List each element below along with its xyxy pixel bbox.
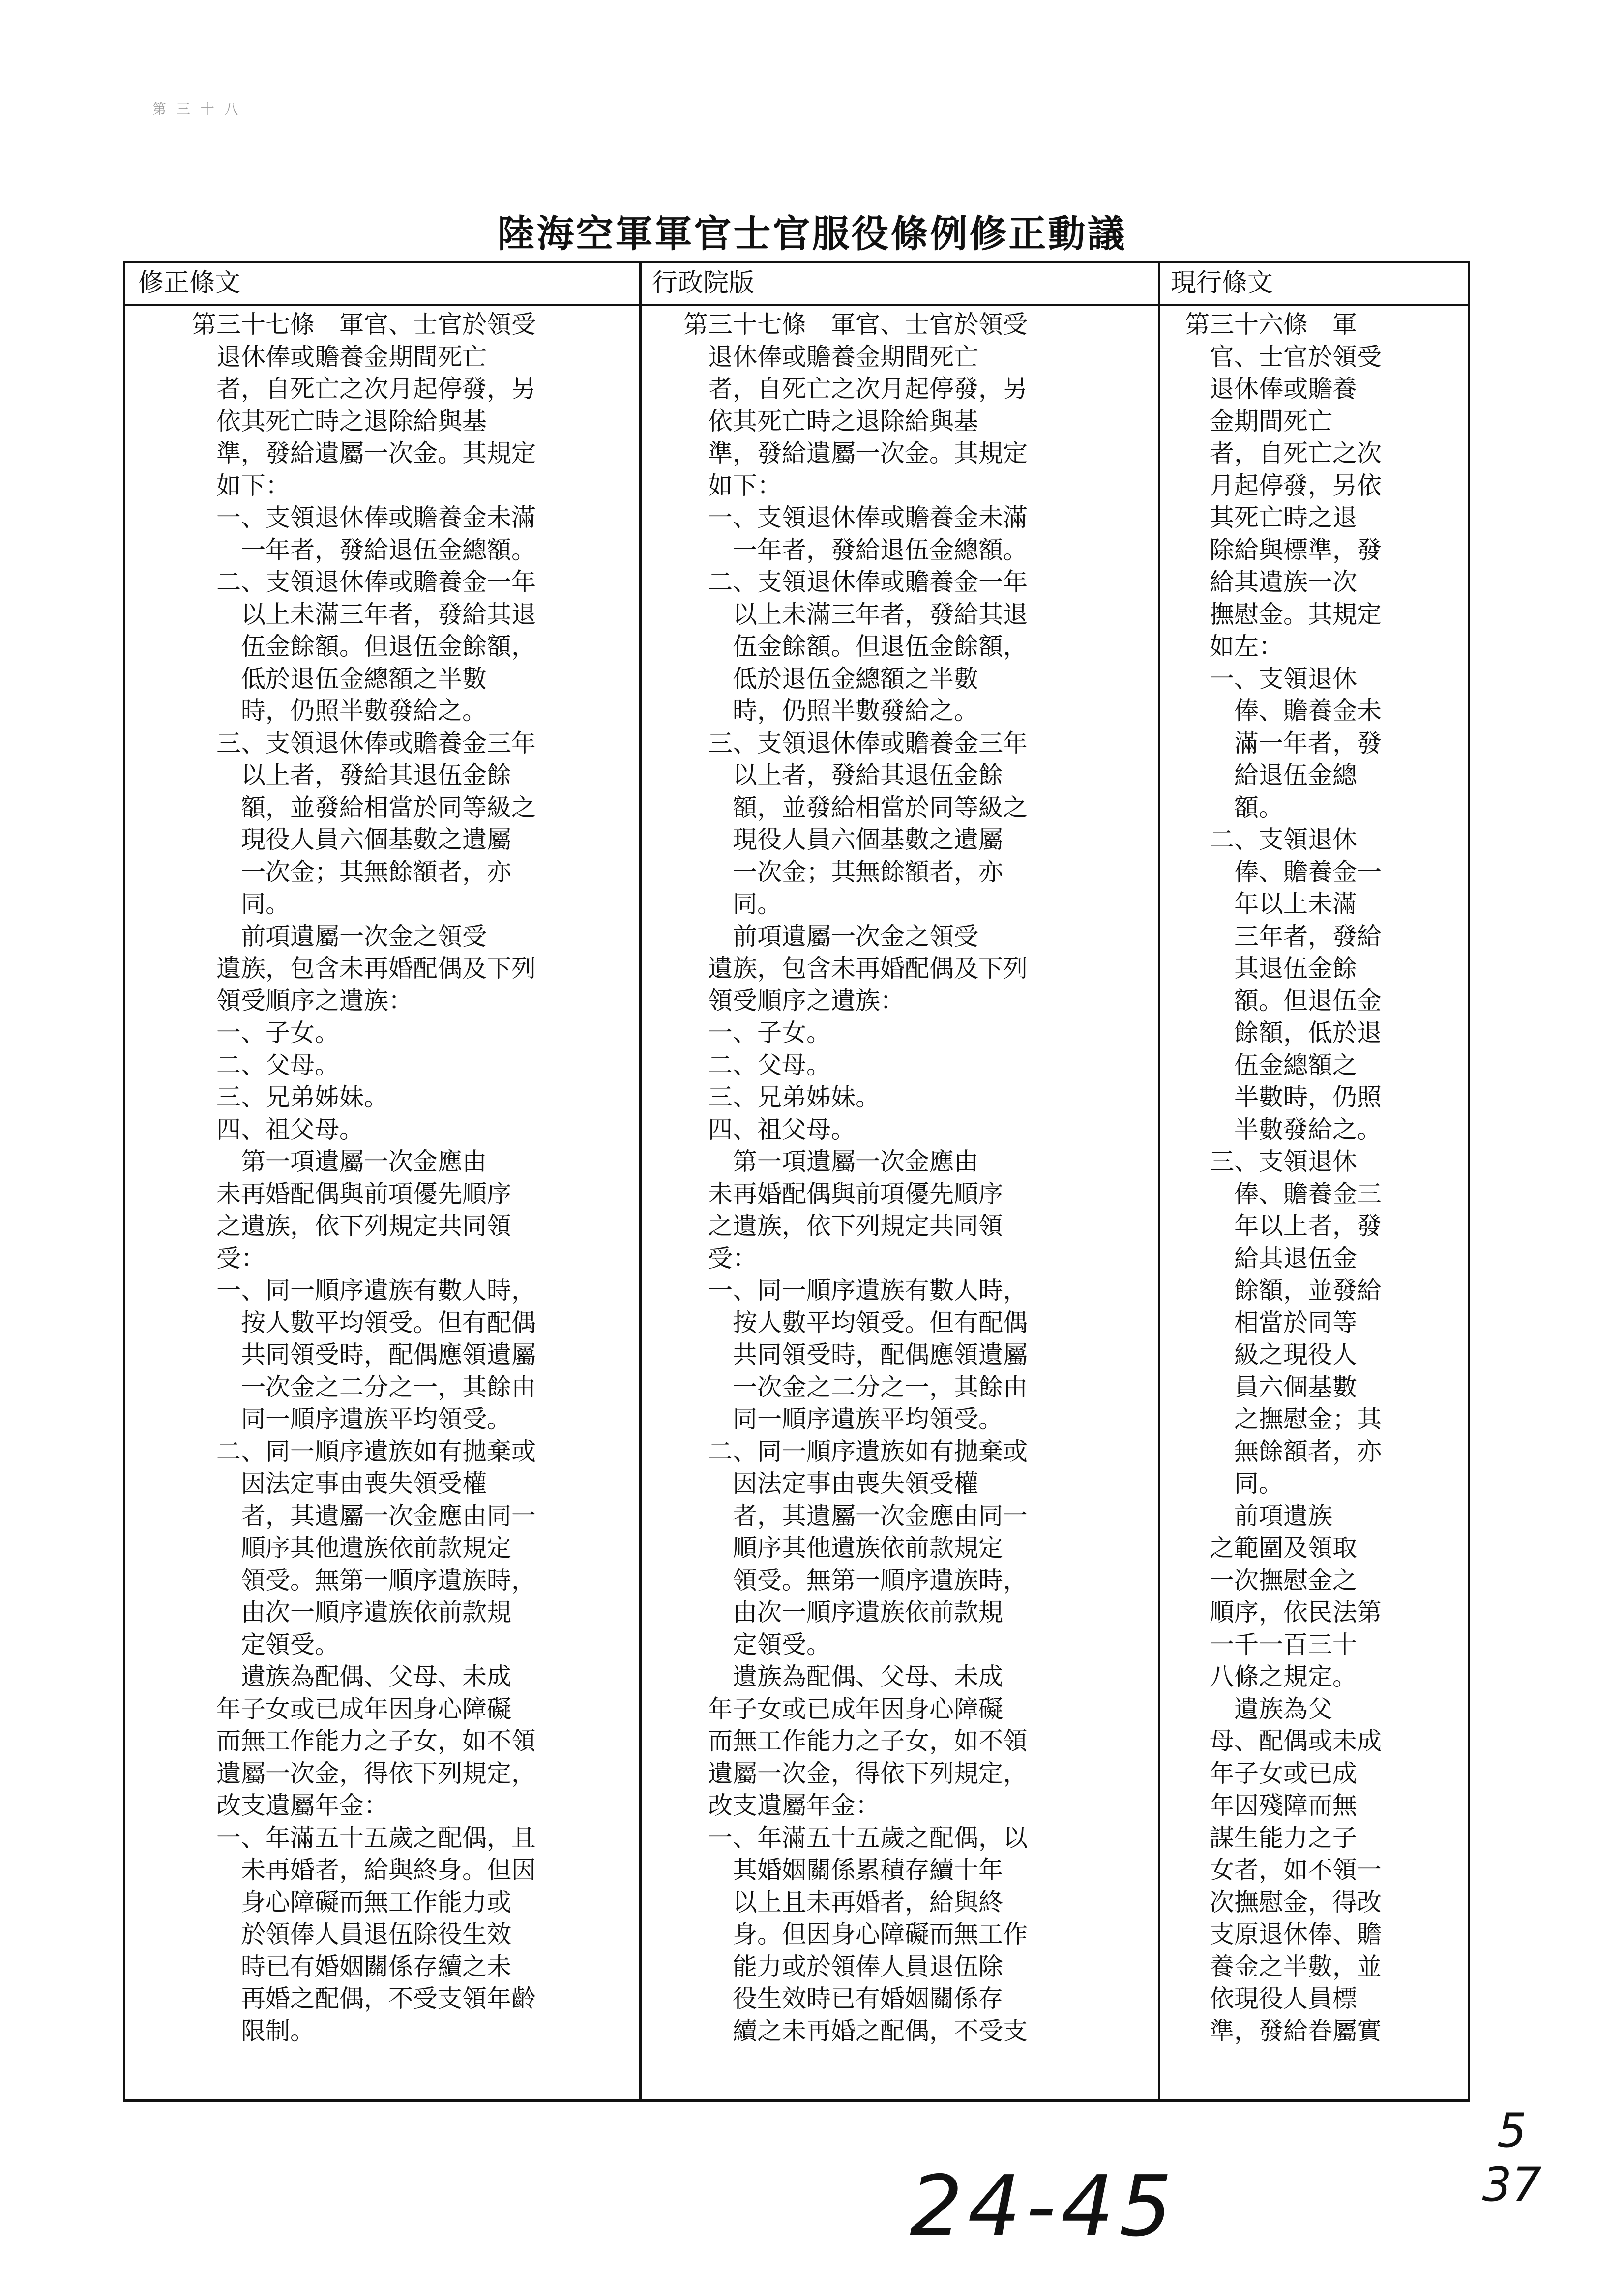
text-line: 如下： [192, 471, 290, 500]
text-line: 以上者，發給其退伍金餘 [192, 761, 511, 789]
text-line: 其退伍金餘 [1185, 954, 1357, 983]
text-line: 八條之規定。 [1185, 1662, 1357, 1691]
handwritten-page-range: 24-45 [910, 2158, 1177, 2255]
text-line: 級之現役人 [1185, 1340, 1357, 1369]
text-line: 三、支領退休 [1185, 1147, 1357, 1176]
text-line: 三、兄弟姊妹。 [683, 1083, 880, 1111]
text-line: 準，發給遺屬一次金。其規定 [192, 439, 536, 467]
text-line: 如下： [683, 471, 782, 500]
text-line: 一、支領退休俸或贍養金未滿 [192, 503, 536, 532]
text-line: 三、兄弟姊妹。 [192, 1083, 388, 1111]
text-line: 退休俸或贍養 [1185, 375, 1357, 403]
column-divider-1 [639, 263, 642, 2099]
text-line: 由次一順序遺族依前款規 [192, 1598, 511, 1627]
text-line: 依現役人員標 [1185, 1984, 1357, 2013]
text-line: 第一項遺屬一次金應由 [192, 1147, 487, 1176]
text-line: 官、士官於領受 [1185, 342, 1382, 371]
text-line: 伍金總額之 [1185, 1050, 1357, 1079]
text-line: 之遺族，依下列規定共同領 [683, 1212, 1003, 1240]
text-line: 撫慰金。其規定 [1185, 600, 1382, 629]
text-line: 年子女或已成年因身心障礙 [683, 1694, 1003, 1723]
text-line: 而無工作能力之子女，如不領 [192, 1727, 536, 1755]
text-line: 者，自死亡之次月起停發，另 [683, 375, 1028, 403]
header-current: 現行條文 [1171, 268, 1273, 298]
text-line: 如左： [1185, 632, 1283, 661]
text-line: 前項遺屬一次金之領受 [192, 922, 487, 951]
text-line: 俸、贍養金三 [1185, 1179, 1382, 1208]
text-line: 者，其遺屬一次金應由同一 [683, 1501, 1028, 1530]
text-line: 前項遺族 [1185, 1501, 1332, 1530]
text-line: 按人數平均領受。但有配偶 [192, 1308, 536, 1337]
text-line: 續之未再婚之配偶，不受支 [683, 2016, 1028, 2045]
text-line: 其死亡時之退 [1185, 503, 1357, 532]
text-line: 四、祖父母。 [192, 1115, 364, 1144]
text-line: 退休俸或贍養金期間死亡 [683, 342, 978, 371]
text-line: 給退伍金總 [1185, 761, 1357, 789]
text-line: 準，發給遺屬一次金。其規定 [683, 439, 1028, 467]
text-line: 年以上者，發 [1185, 1212, 1382, 1240]
text-line: 時已有婚姻關係存續之未 [192, 1952, 511, 1981]
text-line: 以上未滿三年者，發給其退 [683, 600, 1028, 629]
text-line: 三、支領退休俸或贍養金三年 [192, 728, 536, 757]
text-line: 二、支領退休 [1185, 825, 1357, 854]
text-line: 之遺族，依下列規定共同領 [192, 1212, 511, 1240]
text-line: 共同領受時，配偶應領遺屬 [192, 1340, 536, 1369]
text-line: 定領受。 [683, 1630, 831, 1659]
text-line: 限制。 [192, 2016, 315, 2045]
text-line: 受： [683, 1244, 757, 1273]
text-line: 一、支領退休俸或贍養金未滿 [683, 503, 1028, 532]
text-line: 其婚姻關係累積存續十年 [683, 1856, 1003, 1884]
text-line: 給其遺族一次 [1185, 568, 1357, 596]
text-line: 一、子女。 [683, 1018, 831, 1047]
text-line: 員六個基數 [1185, 1372, 1357, 1401]
document-title: 陸海空軍軍官士官服役條例修正動議 [497, 212, 1127, 256]
text-line: 半數時，仍照 [1185, 1083, 1382, 1111]
text-line: 額。 [1185, 793, 1283, 822]
text-line: 以上者，發給其退伍金餘 [683, 761, 1003, 789]
text-line: 額，並發給相當於同等級之 [683, 793, 1028, 822]
text-line: 順序，依民法第 [1185, 1598, 1382, 1627]
text-line: 二、同一順序遺族如有拋棄或 [683, 1437, 1028, 1466]
text-line: 金期間死亡 [1185, 407, 1332, 436]
text-line: 受： [192, 1244, 266, 1273]
text-line: 一、子女。 [192, 1018, 339, 1047]
text-line: 者，其遺屬一次金應由同一 [192, 1501, 536, 1530]
text-line: 低於退伍金總額之半數 [683, 664, 978, 693]
text-line: 一、同一順序遺族有數人時， [192, 1276, 536, 1305]
text-line: 領受。無第一順序遺族時， [192, 1566, 536, 1595]
text-line: 一、年滿五十五歲之配偶，以 [683, 1823, 1028, 1852]
text-line: 三、支領退休俸或贍養金三年 [683, 728, 1028, 757]
text-line: 三年者，發給 [1185, 922, 1382, 951]
page-number-top: 5 [1497, 2104, 1527, 2158]
text-line: 以上且未再婚者，給與終 [683, 1888, 1003, 1917]
text-line: 同一順序遺族平均領受。 [683, 1405, 1003, 1433]
text-line: 遺屬一次金，得依下列規定， [192, 1759, 536, 1788]
text-line: 二、支領退休俸或贍養金一年 [192, 568, 536, 596]
text-line: 俸、贍養金未 [1185, 697, 1382, 725]
text-line: 現役人員六個基數之遺屬 [192, 825, 511, 854]
text-line: 伍金餘額。但退伍金餘額， [192, 632, 536, 661]
text-line: 低於退伍金總額之半數 [192, 664, 487, 693]
comparison-table [123, 261, 1470, 2102]
text-line: 四、祖父母。 [683, 1115, 856, 1144]
text-line: 而無工作能力之子女，如不領 [683, 1727, 1028, 1755]
text-line: 同。 [1185, 1469, 1283, 1498]
text-line: 未再婚配偶與前項優先順序 [192, 1179, 511, 1208]
text-line: 伍金餘額。但退伍金餘額， [683, 632, 1028, 661]
text-line: 女者，如不領一 [1185, 1856, 1382, 1884]
text-line: 年以上未滿 [1185, 890, 1357, 918]
text-line: 相當於同等 [1185, 1308, 1357, 1337]
text-line: 支原退休俸、贍 [1185, 1920, 1382, 1948]
text-line: 再婚之配偶，不受支領年齡 [192, 1984, 536, 2013]
text-line: 退休俸或贍養金期間死亡 [192, 342, 487, 371]
handwritten-page-number [1475, 2104, 1549, 2212]
text-line: 身。但因身心障礙而無工作 [683, 1920, 1028, 1948]
text-line: 遺族為配偶、父母、未成 [683, 1662, 1003, 1691]
text-line: 月起停發，另依 [1185, 471, 1382, 500]
text-line: 遺屬一次金，得依下列規定， [683, 1759, 1028, 1788]
text-line: 由次一順序遺族依前款規 [683, 1598, 1003, 1627]
text-line: 一次金；其無餘額者，亦 [192, 857, 511, 886]
text-line: 滿一年者，發 [1185, 728, 1382, 757]
text-line: 定領受。 [192, 1630, 339, 1659]
text-line: 於領俸人員退伍除役生效 [192, 1920, 511, 1948]
text-line: 一年者，發給退伍金總額。 [683, 535, 1028, 564]
text-line: 給其退伍金 [1185, 1244, 1357, 1273]
text-line: 改支遺屬年金： [192, 1791, 388, 1820]
text-line: 半數發給之。 [1185, 1115, 1382, 1144]
column-divider-2 [1158, 263, 1160, 2099]
text-line: 一、同一順序遺族有數人時， [683, 1276, 1028, 1305]
text-line: 第三十七條 軍官、士官於領受 [683, 310, 1028, 339]
text-line: 母、配偶或未成 [1185, 1727, 1382, 1755]
text-line: 遺族，包含未再婚配偶及下列 [683, 954, 1028, 983]
text-line: 役生效時已有婚姻關係存 [683, 1984, 1003, 2013]
text-line: 時，仍照半數發給之。 [683, 697, 978, 725]
text-line: 年子女或已成年因身心障礙 [192, 1694, 511, 1723]
executive-text-column [683, 309, 1151, 2047]
text-line: 一、支領退休 [1185, 664, 1357, 693]
table-header-row [125, 263, 1468, 306]
text-line: 謀生能力之子 [1185, 1823, 1357, 1852]
text-line: 改支遺屬年金： [683, 1791, 880, 1820]
text-line: 年因殘障而無 [1185, 1791, 1357, 1820]
page-number-bottom: 37 [1482, 2158, 1542, 2212]
text-line: 領受順序之遺族： [683, 986, 905, 1015]
text-line: 一千一百三十 [1185, 1630, 1357, 1659]
text-line: 除給與標準，發 [1185, 535, 1382, 564]
text-line: 額，並發給相當於同等級之 [192, 793, 536, 822]
text-line: 同。 [683, 890, 782, 918]
text-line: 現役人員六個基數之遺屬 [683, 825, 1003, 854]
text-line: 時，仍照半數發給之。 [192, 697, 487, 725]
text-line: 以上未滿三年者，發給其退 [192, 600, 536, 629]
text-line: 年子女或已成 [1185, 1759, 1357, 1788]
text-line: 第一項遺屬一次金應由 [683, 1147, 978, 1176]
text-line: 者，自死亡之次 [1185, 439, 1382, 467]
text-line: 同。 [192, 890, 290, 918]
text-line: 二、父母。 [683, 1050, 831, 1079]
text-line: 能力或於領俸人員退伍除 [683, 1952, 1003, 1981]
text-line: 按人數平均領受。但有配偶 [683, 1308, 1028, 1337]
text-line: 之範圍及領取 [1185, 1534, 1357, 1562]
text-line: 一年者，發給退伍金總額。 [192, 535, 536, 564]
text-line: 同一順序遺族平均領受。 [192, 1405, 511, 1433]
text-line: 無餘額者，亦 [1185, 1437, 1382, 1466]
text-line: 者，自死亡之次月起停發，另 [192, 375, 536, 403]
text-line: 準，發給眷屬實 [1185, 2016, 1382, 2045]
text-line: 領受。無第一順序遺族時， [683, 1566, 1028, 1595]
text-line: 俸、贍養金一 [1185, 857, 1382, 886]
amended-text-column [192, 309, 634, 2047]
text-line: 第三十六條 軍 [1185, 310, 1357, 339]
text-line: 遺族，包含未再婚配偶及下列 [192, 954, 536, 983]
text-line: 二、父母。 [192, 1050, 339, 1079]
text-line: 餘額，並發給 [1185, 1276, 1382, 1305]
text-line: 共同領受時，配偶應領遺屬 [683, 1340, 1028, 1369]
text-line: 之撫慰金；其 [1185, 1405, 1382, 1433]
text-line: 前項遺屬一次金之領受 [683, 922, 978, 951]
text-line: 第三十七條 軍官、士官於領受 [192, 310, 536, 339]
text-line: 身心障礙而無工作能力或 [192, 1888, 511, 1917]
text-line: 餘額，低於退 [1185, 1018, 1382, 1047]
text-line: 未再婚者，給與終身。但因 [192, 1856, 536, 1884]
current-text-column [1185, 309, 1465, 2047]
text-line: 未再婚配偶與前項優先順序 [683, 1179, 1003, 1208]
text-line: 領受順序之遺族： [192, 986, 413, 1015]
corner-mark: 第 三 十 八 [152, 101, 239, 117]
text-line: 一、年滿五十五歲之配偶，且 [192, 1823, 536, 1852]
text-line: 順序其他遺族依前款規定 [683, 1534, 1003, 1562]
text-line: 一次金之二分之一，其餘由 [192, 1372, 536, 1401]
text-line: 二、同一順序遺族如有拋棄或 [192, 1437, 536, 1466]
text-line: 二、支領退休俸或贍養金一年 [683, 568, 1028, 596]
text-line: 遺族為配偶、父母、未成 [192, 1662, 511, 1691]
text-line: 額。但退伍金 [1185, 986, 1382, 1015]
text-line: 因法定事由喪失領受權 [683, 1469, 978, 1498]
text-line: 次撫慰金，得改 [1185, 1888, 1382, 1917]
text-line: 一次撫慰金之 [1185, 1566, 1357, 1595]
text-line: 依其死亡時之退除給與基 [683, 407, 978, 436]
text-line: 因法定事由喪失領受權 [192, 1469, 487, 1498]
text-line: 順序其他遺族依前款規定 [192, 1534, 511, 1562]
text-line: 遺族為父 [1185, 1694, 1332, 1723]
text-line: 一次金；其無餘額者，亦 [683, 857, 1003, 886]
text-line: 一次金之二分之一，其餘由 [683, 1372, 1028, 1401]
text-line: 養金之半數，並 [1185, 1952, 1382, 1981]
text-line: 依其死亡時之退除給與基 [192, 407, 487, 436]
header-executive: 行政院版 [652, 268, 755, 298]
header-amended: 修正條文 [138, 268, 241, 298]
